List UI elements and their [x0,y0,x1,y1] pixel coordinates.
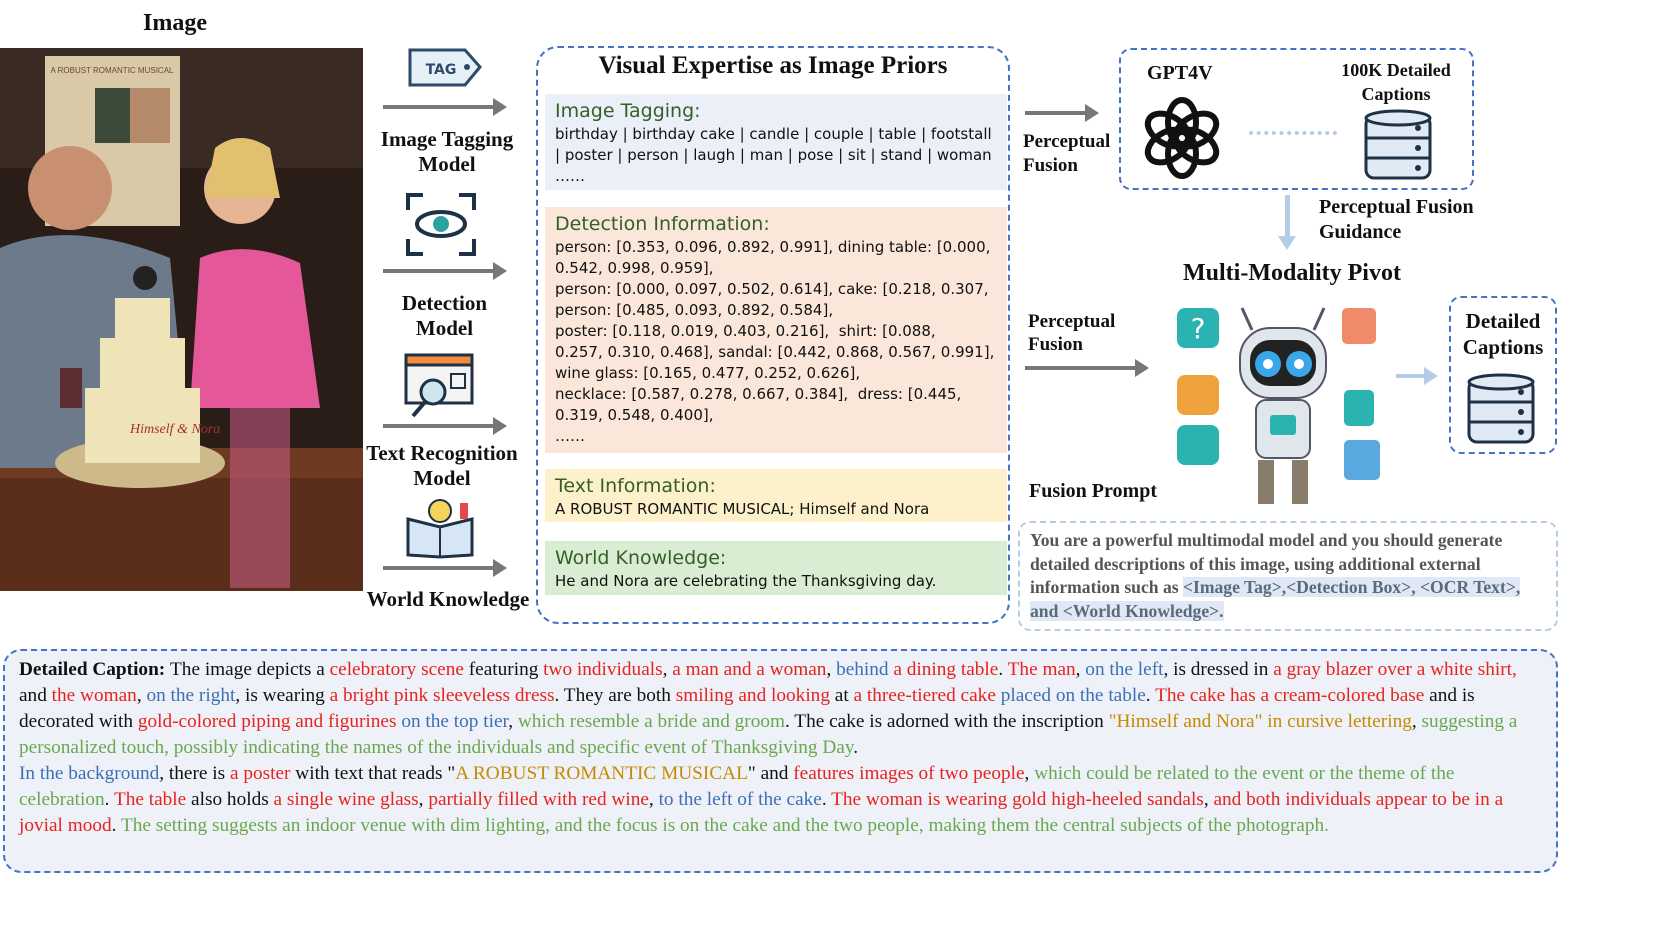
caption-segment: Detailed Caption: [19,659,171,680]
caption-segment: The man [1007,659,1076,680]
prompt-text: You are a powerful multimodal model and you should generate detailed descriptions of this image, using additional external information such as [1030,530,1503,597]
caption-segment: , [1203,789,1214,810]
caption-segment: on the top tier [401,711,509,732]
caption-segment: on the left [1085,659,1164,680]
database-icon-2 [1465,372,1537,448]
caption-segment: . [1145,685,1156,706]
caption-segment: celebratory scene [329,659,464,680]
guidance-label: Perceptual Fusion Guidance [1319,196,1474,243]
caption-segment: The woman is wearing gold high-heeled sandals [831,789,1204,810]
caption-segment: , [662,659,673,680]
caption-segment: also holds [186,789,274,810]
caption-segment: . [853,737,859,758]
caption-segment: behind [836,659,889,680]
eye-scan-icon [405,192,477,257]
svg-text:?: ? [1190,312,1206,345]
arrow-detection [383,269,495,273]
tag-icon [405,45,485,90]
caption-segment: a gray blazer over a white shirt, [1273,659,1517,680]
caption-segment: , [508,711,518,732]
tagging-section [545,94,1007,190]
caption-segment: smiling and looking [675,685,830,706]
caption-segment: The cake has a cream-colored base [1155,685,1425,706]
world-knowledge-label: World Knowledge [366,587,530,611]
caption-segment: on the right [146,685,236,706]
caption-segment: , there is [159,763,230,784]
caption-segment: the woman [51,685,137,706]
event-photo [0,48,363,591]
perceptual-fusion-label-2: Perceptual Fusion [1028,311,1116,355]
caption-segment: suggesting a personalized touch, possibly indicating the names of the individuals and specific event of Thanksgiving Day [19,711,1518,758]
caption-segment: and [19,685,52,706]
caption-segment: , [1411,711,1422,732]
svg-text:TAG: TAG [425,62,457,78]
caption-segment: . They are both [554,685,676,706]
caption-segment: . The cake is adorned with the inscription [785,711,1109,732]
document-search-icon [403,352,477,420]
caption-segment: placed on the table [1000,685,1146,706]
caption-segment: a bright pink sleeveless dress [329,685,555,706]
text-info-section [545,469,1007,522]
poster-text: A ROBUST ROMANTIC MUSICAL [50,66,174,75]
tagging-body: birthday | birthday cake | candle | couple | table | footstall | poster | person | laugh | man | pose | sit | stand | woman …… [555,125,997,185]
caption-segment: , is dressed in [1163,659,1274,680]
arrow-tagging [383,105,495,109]
caption-segment: to the left of the cake [658,789,822,810]
caption-segment: The image depicts a [170,659,330,680]
caption-segment: which resemble a bride and groom [517,711,785,732]
caption-segment: a single wine glass [273,789,419,810]
caption-segment: which could be related to the event or the theme of the celebration [19,763,1455,810]
gpt4v-label: GPT4V [1147,62,1213,84]
caption-segment: gold-colored piping and figurines [137,711,397,732]
caption-segment: A ROBUST ROMANTIC MUSICAL [455,763,748,784]
caption-segment: , is wearing [235,685,330,706]
priors-title: Visual Expertise as Image Priors [598,52,948,79]
detection-model-label: Detection Model [401,291,488,340]
caption-segment: "Himself and Nora" in cursive lettering [1108,711,1412,732]
caption-segment: at [829,685,854,706]
arrow-to-gpt [1025,111,1087,115]
caption-segment: , [418,789,429,810]
tagging-title: Image Tagging: [555,100,701,122]
tagging-model-label: Image Tagging Model [380,127,514,176]
image-label: Image [143,10,207,36]
caption-segment: . [104,789,114,810]
perceptual-fusion-label-1: Perceptual Fusion [1023,131,1111,176]
detection-section [545,207,1007,453]
caption-segment: a poster [229,763,291,784]
dotted-connector [1249,131,1337,135]
world-body: He and Nora are celebrating the Thanksgiving day. [555,572,937,590]
caption-segment: , [1024,763,1035,784]
fusion-prompt-box [1018,521,1558,631]
prompt-tags: <Image Tag>,<Detection Box>, <OCR Text>, and <World Knowledge>. [1030,577,1521,621]
caption-segment: , [648,789,659,810]
text-info-title: Text Information: [555,475,716,497]
detailed-captions-label: Detailed Captions [1462,309,1544,359]
arrow-text-recognition [383,424,495,428]
caption-segment: . [821,789,832,810]
guidance-arrow [1285,195,1290,239]
openai-logo-icon [1140,96,1224,180]
arrow-world-knowledge [383,566,495,570]
caption-segment: , [826,659,837,680]
caption-segment: features images of two people [793,763,1025,784]
caption-segment: a man and a woman [672,659,827,680]
database-icon [1362,108,1434,184]
cake-text: Himself & Nora [130,422,221,437]
caption-segment: and both individuals appear to be in a jovial mood [19,789,1504,836]
pivot-title: Multi-Modality Pivot [1183,260,1401,286]
book-lightbulb-icon [405,497,475,559]
text-recognition-model-label: Text Recognition Model [366,441,518,490]
caption-segment: . [111,815,121,836]
robot-icon [1172,300,1392,512]
captions-100k-label: 100K Detailed Captions [1341,60,1451,104]
caption-segment: In the background [19,763,160,784]
caption-segment: The table [113,789,187,810]
text-info-body: A ROBUST ROMANTIC MUSICAL; Himself and Nora [555,500,930,518]
caption-segment: and is decorated with [19,685,1475,732]
arrow-to-captions [1396,374,1426,378]
caption-segment: The setting suggests an indoor venue with dim lighting, and the focus is on the cake and the two people, making them the central subjects of the photograph. [120,815,1329,836]
arrow-to-pivot [1025,366,1137,370]
caption-segment: a three-tiered cake [853,685,996,706]
caption-segment: featuring [463,659,544,680]
caption-segment: , [136,685,147,706]
caption-segment: a dining table [893,659,999,680]
detection-title: Detection Information: [555,213,770,235]
world-title: World Knowledge: [555,547,727,569]
caption-segment: " and [747,763,794,784]
caption-segment: partially filled with red wine [428,789,649,810]
caption-segment: two individuals [543,659,663,680]
caption-segment: , [1075,659,1086,680]
caption-segment: with text that reads " [290,763,456,784]
detection-body: person: [0.353, 0.096, 0.892, 0.991], dining table: [0.000, 0.542, 0.998, 0.959], person: [0.000, 0.097, 0.502, 0.614], cake: [0.218, 0.307, person: [0.485, 0.093, 0.892, 0.584], poster: [0.118, 0.019, 0.403, 0.216], shirt: [0.088, 0.257, 0.310, 0.468], sandal: [0.442, 0.868, 0.567, 0.991], wine glass: [0.165, 0.477, 0.252, 0.626], necklace: [0.587, 0.278, 0.667, 0.384], dress: [0.445, 0.319, 0.548, 0.400], …… [555,238,995,445]
fusion-prompt-label: Fusion Prompt [1029,480,1157,502]
detailed-caption-panel [3,649,1558,873]
world-section [545,541,1007,595]
caption-segment: . [998,659,1008,680]
